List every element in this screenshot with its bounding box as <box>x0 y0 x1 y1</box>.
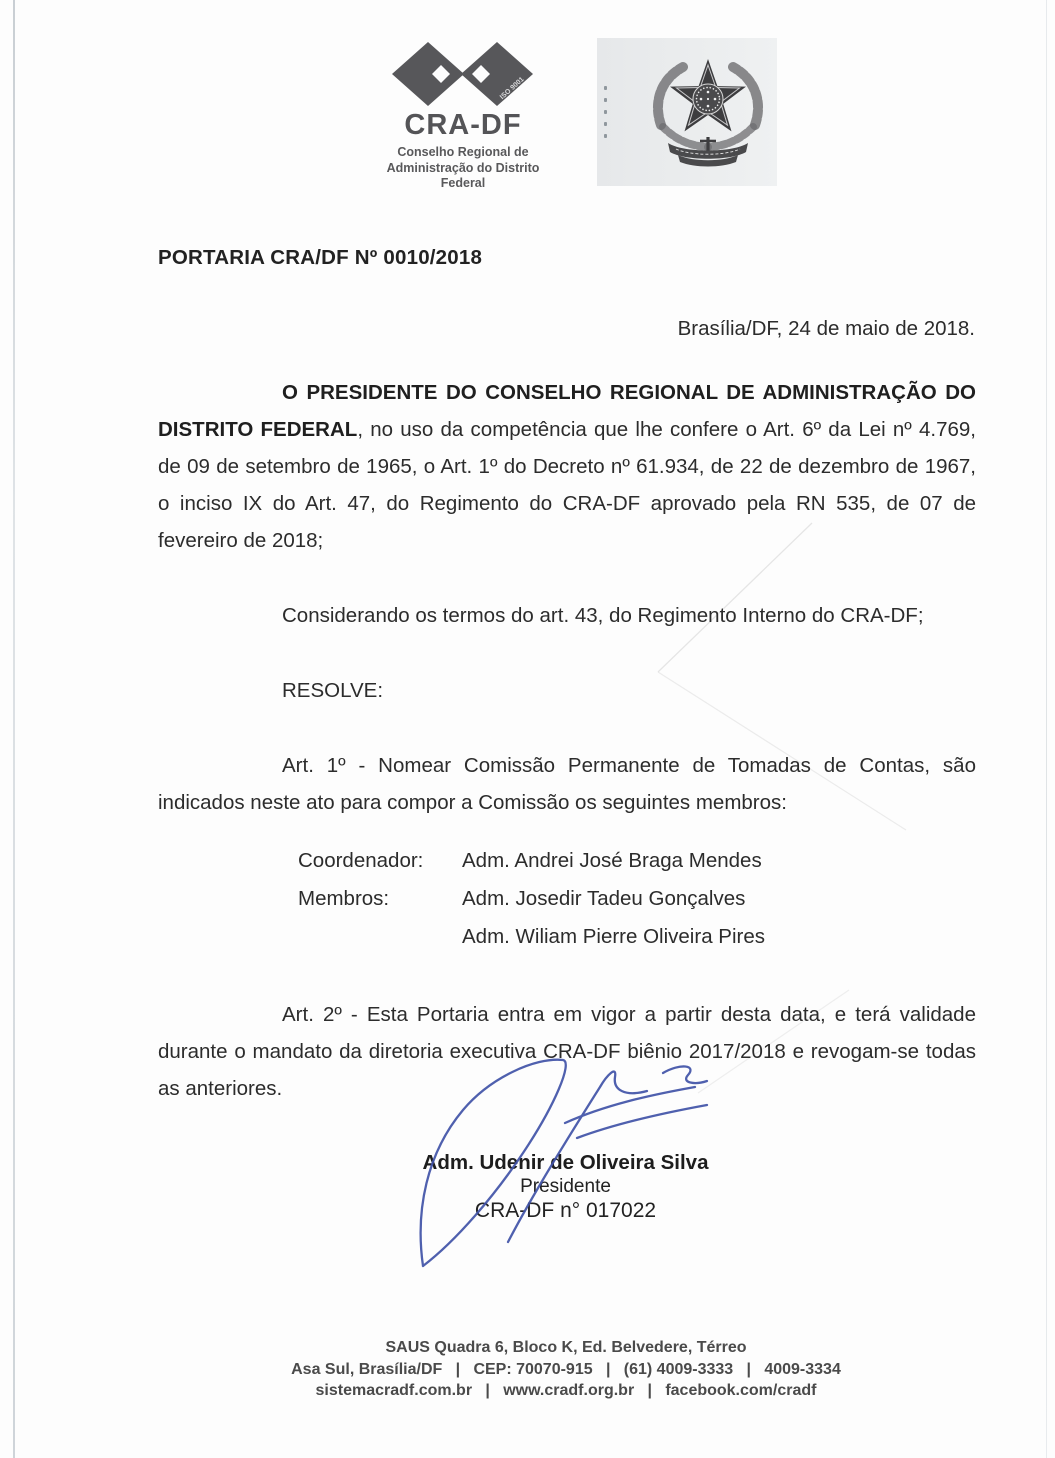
signer-name: Adm. Udenir de Oliveira Silva <box>422 1151 709 1174</box>
logo-tagline-line1: Conselho Regional de <box>397 145 529 159</box>
signer-registration: CRA-DF n° 017022 <box>474 1199 657 1222</box>
member-name: Adm. Wiliam Pierre Oliveira Pires <box>462 925 765 948</box>
member-row <box>298 887 898 925</box>
logo-tagline <box>372 145 554 192</box>
member-row <box>298 925 898 963</box>
dateline: Brasília/DF, 24 de maio de 2018. <box>677 317 975 340</box>
scan-dots <box>602 86 608 138</box>
logo-acronym: CRA-DF <box>404 109 522 141</box>
letterhead-footer <box>160 1337 972 1402</box>
document-title: PORTARIA CRA/DF Nº 0010/2018 <box>158 246 483 269</box>
iso-9001-label: ISO 9001 <box>498 76 526 102</box>
signer-title: Presidente <box>520 1176 611 1197</box>
commission-members-list <box>298 849 898 963</box>
member-role: Membros: <box>298 887 390 910</box>
cra-df-logo-mark-icon <box>392 42 534 106</box>
brazil-coat-of-arms-icon <box>643 44 773 170</box>
member-role: Coordenador: <box>298 849 424 872</box>
cra-df-logo <box>372 42 554 192</box>
logo-tagline-line2: Administração do Distrito Federal <box>386 160 540 190</box>
footer-address-line: SAUS Quadra 6, Bloco K, Ed. Belvedere, Térreo <box>385 1339 747 1356</box>
preamble-paragraph <box>158 374 976 559</box>
preamble-bold-text: O PRESIDENTE DO CONSELHO REGIONAL DE ADMINISTRAÇÃO DO DISTRITO FEDERAL <box>158 381 976 441</box>
member-row <box>298 849 898 887</box>
footer-contact-line: Asa Sul, Brasília/DF | CEP: 70070-915 | (61) 4009-3333 | 4009-3334 <box>291 1360 841 1378</box>
resolve-heading: RESOLVE: <box>282 679 384 702</box>
member-name: Adm. Andrei José Braga Mendes <box>462 849 762 872</box>
member-name: Adm. Josedir Tadeu Gonçalves <box>462 887 746 910</box>
article-1-paragraph: Art. 1º - Nomear Comissão Permanente de Tomadas de Contas, são indicados neste ato para compor a Comissão os seguintes membros: <box>158 754 976 814</box>
preamble-rest-text: , no uso da competência que lhe confere o Art. 6º da Lei nº 4.769, de 09 de setembro de 1965, o Art. 1º do Decreto nº 61.934, de 22 de dezembro de 1967, o inciso IX do Art. 47, do Regimento do CRA-DF aprovado pela RN 535, de 07 de fevereiro de 2018; <box>158 418 977 552</box>
considerando-clause: Considerando os termos do art. 43, do Regimento Interno do CRA-DF; <box>282 604 924 627</box>
article-2-paragraph: Art. 2º - Esta Portaria entra em vigor a partir desta data, e terá validade durante o mandato da diretoria executiva CRA-DF biênio 2017/2018 e revogam-se todas as anteriores. <box>158 1003 976 1100</box>
footer-web-line: sistemacradf.com.br | www.cradf.org.br | facebook.com/cradf <box>315 1382 817 1399</box>
handwritten-signature-ink <box>395 1035 730 1283</box>
emblem-scan-strip <box>597 38 777 186</box>
